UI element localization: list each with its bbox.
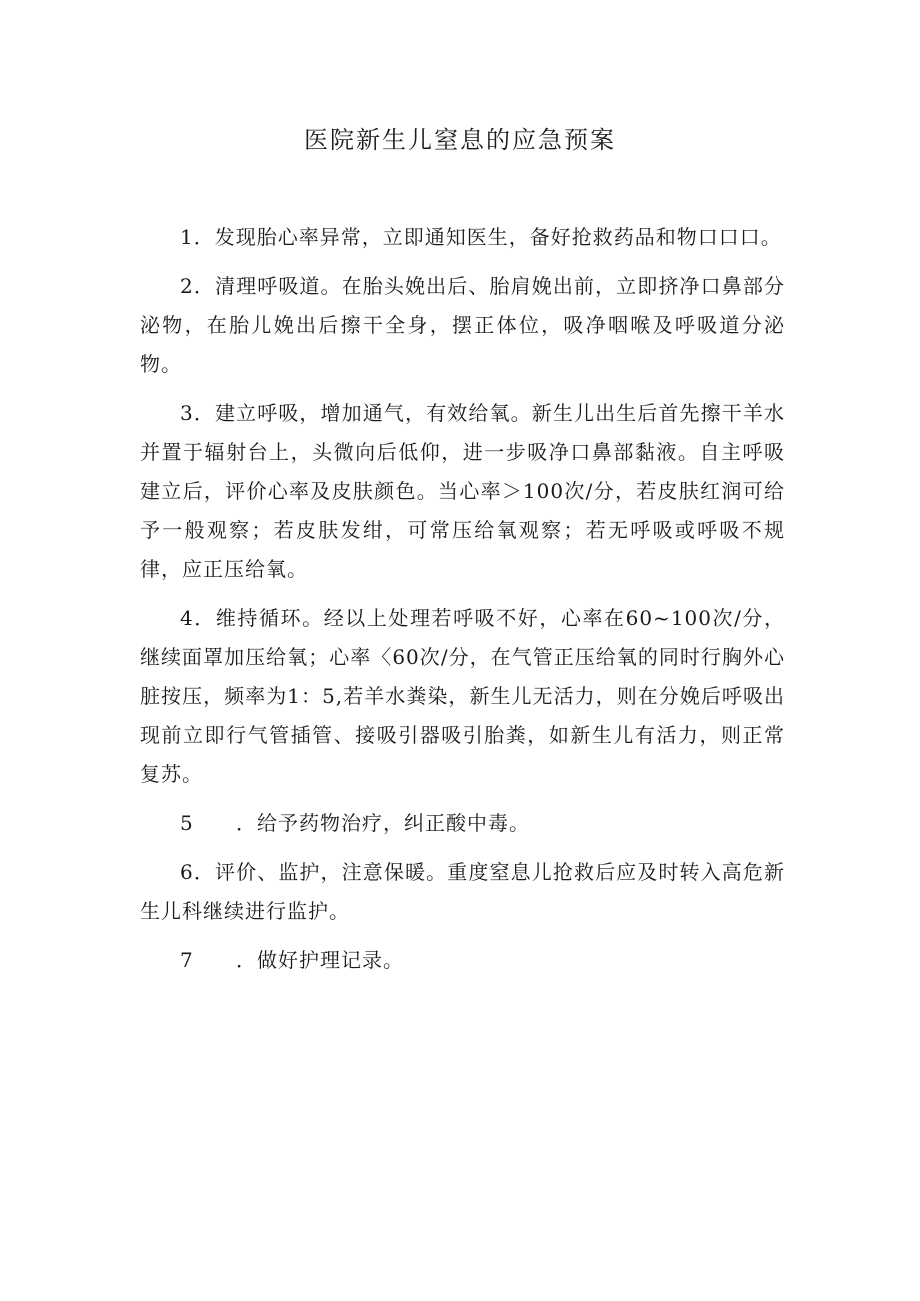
paragraph-number: 4 [180,606,194,630]
paragraph-1 [140,218,785,257]
paragraph-text: ．给予药物治疗，纠正酸中毒。 [236,811,530,835]
paragraph-text: ．建立呼吸，增加通气，有效给氧。新生儿出生后首先擦干羊水并置于辐射台上，头微向后低仰，进一步吸净口鼻部黏液。自主呼吸建立后，评价心率及皮肤颜色。当心率＞100次/分，若皮肤红润可给予一般观察；若皮肤发绀，可常压给氧观察；若无呼吸或呼吸不规律，应正压给氧。 [140,401,785,581]
paragraph-number: 5 [180,811,194,835]
paragraph-2 [140,267,785,384]
paragraph-4 [140,599,785,794]
paragraph-number: 7 [180,948,194,972]
paragraph-text: ．做好护理记录。 [236,948,404,972]
page-title: 医院新生儿窒息的应急预案 [304,126,616,154]
paragraph-number: 6 [180,860,194,884]
paragraph-7 [140,941,785,980]
paragraph-text: ．清理呼吸道。在胎头娩出后、胎肩娩出前，立即挤净口鼻部分泌物，在胎儿娩出后擦干全身，摆正体位，吸净咽喉及呼吸道分泌物。 [140,274,785,376]
paragraph-text: ．发现胎心率异常，立即通知医生，备好抢救药品和物口口口。 [193,225,782,249]
paragraph-6 [140,853,785,931]
paragraph-3 [140,394,785,589]
paragraph-5 [140,804,785,843]
document-body [140,218,785,990]
paragraph-number: 2 [180,274,194,298]
paragraph-number: 3 [180,401,194,425]
paragraph-number: 1 [180,225,194,249]
paragraph-text: ．评价、监护，注意保暖。重度窒息儿抢救后应及时转入高危新生儿科继续进行监护。 [140,860,785,923]
paragraph-text: ．维持循环。经以上处理若呼吸不好，心率在60~100次/分，继续面罩加压给氧；心率〈60次/分，在气管正压给氧的同时行胸外心脏按压，频率为1：5,若羊水粪染，新生儿无活力，则在分娩后呼吸出现前立即行气管插管、接吸引器吸引胎粪，如新生儿有活力，则正常复苏。 [140,606,785,786]
